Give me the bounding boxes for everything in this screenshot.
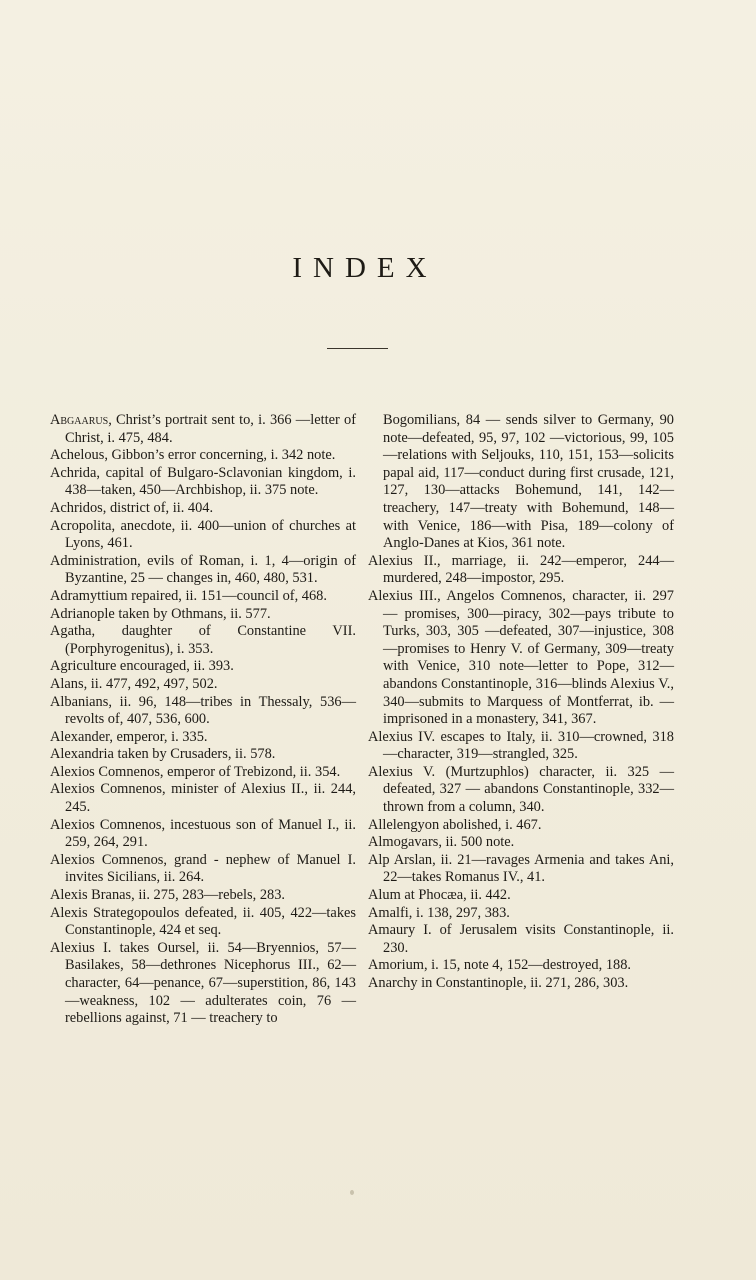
index-entry	[368, 764, 674, 817]
index-entry	[50, 553, 356, 588]
index-entry	[50, 412, 356, 447]
index-entry-text: Alexios Comnenos, emperor of Trebizond, ii. 354.	[50, 763, 341, 780]
index-entry-text: Agatha, daughter of Constantine VII. (Porphyrogenitus), i. 353.	[50, 623, 356, 657]
index-entry-text: Adrianople taken by Othmans, ii. 577.	[50, 605, 271, 622]
index-entry-text: Amaury I. of Jerusalem visits Constantinople, ii. 230.	[368, 922, 674, 956]
index-entry-text: Allelengyon abolished, i. 467.	[368, 816, 542, 833]
index-entry-text: Administration, evils of Roman, i. 1, 4—origin of Byzantine, 25 — changes in, 460, 480, 531.	[50, 552, 356, 587]
index-entry-text: Achelous, Gibbon’s error concerning, i. 342 note.	[50, 447, 336, 464]
index-column-right	[368, 412, 674, 993]
index-entry-text: Amalfi, i. 138, 297, 383.	[368, 904, 510, 921]
index-entry-text: Adramyttium repaired, ii. 151—council of, 468.	[50, 587, 327, 604]
index-entry	[50, 764, 356, 782]
index-entry-text: Alexius I. takes Oursel, ii. 54—Bryennios, 57—Basilakes, 58—dethrones Nicephorus III., 62—character, 64—penance, 67—superstition, 86, 143—weakness, 102 — adulterates coin, 76 — rebellions against, 71 — treachery to	[50, 939, 356, 1027]
index-entry-text: Alexios Comnenos, minister of Alexius II., ii. 244, 245.	[50, 781, 356, 816]
index-entry-text: Alans, ii. 477, 492, 497, 502.	[50, 675, 218, 692]
title-rule	[327, 348, 388, 349]
index-entry	[50, 940, 356, 1028]
index-entry-text: Alp Arslan, ii. 21—ravages Armenia and takes Ani, 22—takes Romanus IV., 41.	[368, 851, 674, 886]
index-entry-text: Alexis Strategopoulos defeated, ii. 405, 422—takes Constantinople, 424 et seq.	[50, 904, 356, 939]
index-entry	[50, 588, 356, 606]
index-entry	[368, 922, 674, 957]
index-column-left	[50, 412, 356, 1028]
index-entry	[50, 606, 356, 624]
index-entry	[50, 852, 356, 887]
index-entry	[368, 729, 674, 764]
index-entry-text: Amorium, i. 15, note 4, 152—destroyed, 188.	[368, 957, 632, 974]
index-entry	[50, 676, 356, 694]
index-entry	[50, 781, 356, 816]
index-entry-text: Acropolita, anecdote, ii. 400—union of churches at Lyons, 461.	[50, 517, 356, 552]
index-entry	[50, 623, 356, 658]
index-entry-text: Alexius V. (Murtzuphlos) character, ii. 325 —defeated, 327 — abandons Constantinople, 332—thrown from a column, 340.	[368, 763, 674, 816]
index-entry	[368, 588, 674, 729]
index-entry-text: Alexius III., Angelos Comnenos, character, ii. 297 — promises, 300—piracy, 302—pays tribute to Turks, 303, 305 —defeated, 307—injustice, 308—promises to Henry V. of Germany, 309—treaty with Venice, 310 note—letter to Pope, 312—abandons Constantinople, 316—blinds Alexius V., 340—submits to Marquess of Montferrat, ib. —imprisoned in a monastery, 341, 367.	[368, 587, 674, 728]
index-entry-text: Alum at Phocæa, ii. 442.	[368, 887, 511, 904]
index-entry-text: Achridos, district of, ii. 404.	[50, 499, 214, 516]
index-entry-text: Bogomilians, 84 — sends silver to Germany, 90 note—defeated, 95, 97, 102 —victorious, 99, 105—relations with Seljouks, 110, 151, 153—solicits papal aid, 117—conduct during first crusade, 121, 127, 130—attacks Bohemund, 141, 142—treachery, 147—treaty with Bohemund, 148—with Venice, 186—with Pisa, 189—colony of Anglo-Danes at Kios, 361 note.	[383, 412, 674, 552]
index-entry-text: , Christ’s portrait sent to, i. 366 —letter of Christ, i. 475, 484.	[65, 412, 356, 446]
index-entry	[368, 852, 674, 887]
index-entry-text: Alexios Comnenos, incestuous son of Manuel I., ii. 259, 264, 291.	[50, 816, 356, 851]
index-entry-text: Achrida, capital of Bulgaro-Sclavonian kingdom, i. 438—taken, 450—Archbishop, ii. 375 note.	[50, 464, 356, 499]
index-entry	[50, 518, 356, 553]
index-entry	[50, 447, 356, 465]
index-entry	[50, 817, 356, 852]
index-entry-text: Almogavars, ii. 500 note.	[368, 834, 515, 851]
index-entry	[368, 887, 674, 905]
index-entry	[368, 834, 674, 852]
index-entry-text: Alexius IV. escapes to Italy, ii. 310—crowned, 318—character, 319—strangled, 325.	[368, 728, 674, 763]
index-entry-text: Agriculture encouraged, ii. 393.	[50, 658, 234, 675]
index-entry	[50, 729, 356, 747]
index-entry	[50, 746, 356, 764]
index-entry-text: Alexander, emperor, i. 335.	[50, 728, 208, 745]
index-entry	[50, 658, 356, 676]
index-entry	[50, 500, 356, 518]
index-entry	[50, 694, 356, 729]
index-entry-text: Alexandria taken by Crusaders, ii. 578.	[50, 746, 276, 763]
index-entry-text: Alexios Comnenos, grand - nephew of Manuel I. invites Sicilians, ii. 264.	[50, 851, 356, 886]
index-entry	[50, 465, 356, 500]
index-entry-text: Albanians, ii. 96, 148—tribes in Thessaly, 536—revolts of, 407, 536, 600.	[50, 693, 356, 728]
index-entry-text: Alexius II., marriage, ii. 242—emperor, 244—murdered, 248—impostor, 295.	[368, 552, 674, 587]
page-title: INDEX	[292, 252, 438, 284]
index-entry	[368, 553, 674, 588]
index-entry-text: Anarchy in Constantinople, ii. 271, 286, 303.	[368, 975, 629, 991]
index-entry	[368, 817, 674, 835]
index-entry	[368, 975, 674, 993]
index-entry	[50, 887, 356, 905]
index-entry-text: Alexis Branas, ii. 275, 283—rebels, 283.	[50, 887, 286, 904]
index-entry-head: Abgaarus	[50, 412, 109, 428]
index-entry	[368, 957, 674, 975]
index-entry	[368, 412, 674, 553]
index-entry	[368, 905, 674, 923]
index-entry	[50, 905, 356, 940]
paper-speck	[350, 1190, 354, 1195]
